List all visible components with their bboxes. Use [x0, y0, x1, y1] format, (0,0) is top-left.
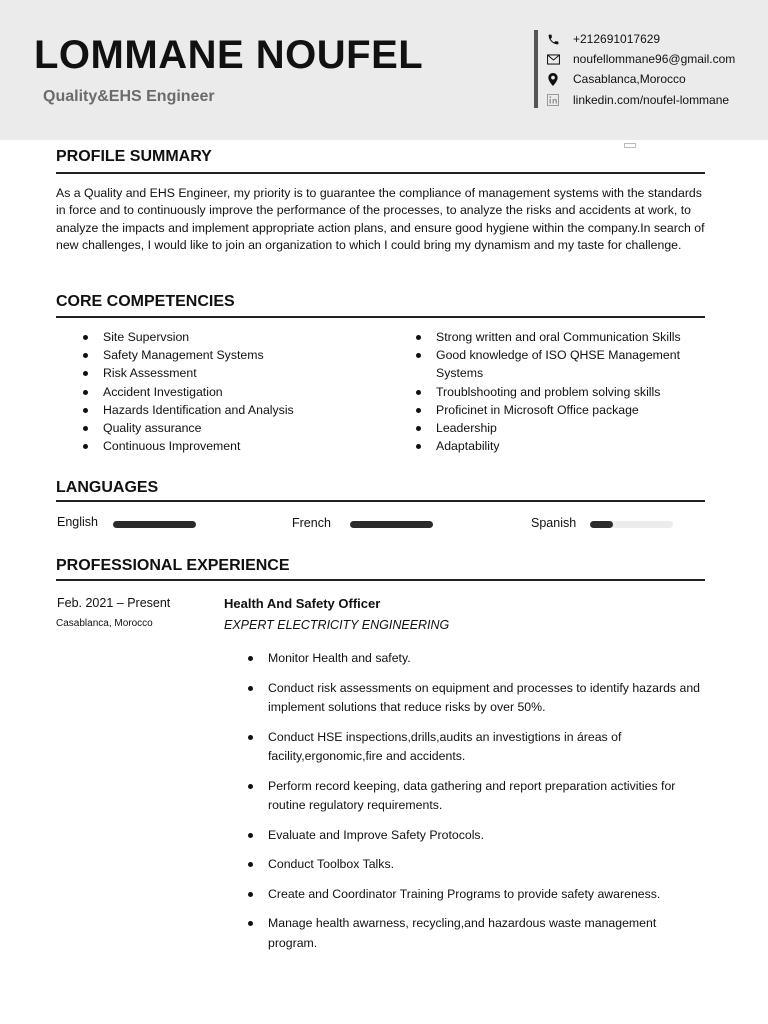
linkedin-text: linkedin.com/noufel-lommane [573, 93, 730, 107]
core-competencies-rule [56, 316, 705, 318]
location-text: Casablanca,Morocco [573, 72, 686, 86]
list-item: Perform record keeping, data gathering and report preparation activities for routine regulatory requirements. [246, 777, 706, 816]
phone-icon [545, 32, 561, 46]
list-item: Troublshooting and problem solving skills [414, 383, 706, 401]
list-item: Conduct risk assessments on equipment and processes to identify hazards and implement solutions that reduce risks by over 50%. [246, 679, 706, 718]
language-english-label: English [57, 515, 98, 529]
language-english-bar [113, 521, 196, 528]
language-french-bar [350, 521, 433, 528]
language-spanish-label: Spanish [531, 516, 577, 530]
list-item: Leadership [414, 419, 706, 437]
experience-company: EXPERT ELECTRICITY ENGINEERING [224, 618, 450, 632]
language-spanish-fill [590, 521, 613, 528]
language-spanish-bar [590, 521, 673, 528]
list-item: Hazards Identification and Analysis [81, 401, 391, 419]
list-item: Risk Assessment [81, 364, 391, 382]
profile-summary-text: As a Quality and EHS Engineer, my priority is to guarantee the compliance of management systems with the standards in force and to continuously improve the performance of the processes, to analyze the risks and accidents at work, to analyze the impacts and implement appropriate action plans, and ensure good hygiene within the company.In search of new challenges, I would like to join an organization to which I could bring my dynamism and my taste for challenge. [56, 186, 705, 253]
list-item: Good knowledge of ISO QHSE Management Systems [414, 346, 706, 382]
list-item: Manage health awarness, recycling,and hazardous waste management program. [246, 914, 706, 953]
contact-location [545, 72, 686, 86]
decorative-mark [624, 143, 636, 148]
list-item: Conduct Toolbox Talks. [246, 855, 706, 875]
language-french-fill [350, 521, 433, 528]
list-item: Adaptability [414, 437, 706, 455]
contact-linkedin[interactable] [545, 93, 729, 107]
candidate-name: LOMMANE NOUFEL [34, 33, 424, 77]
list-item: Monitor Health and safety. [246, 649, 706, 669]
experience-role: Health And Safety Officer [224, 596, 381, 611]
list-item: Accident Investigation [81, 383, 391, 401]
experience-date: Feb. 2021 – Present [57, 596, 171, 610]
list-item: Quality assurance [81, 419, 391, 437]
email-text: noufellommane96@gmail.com [573, 52, 736, 66]
languages-heading: LANGUAGES [56, 479, 159, 496]
list-item: Conduct HSE inspections,drills,audits an investigtions in áreas of facility,ergonomic,fire and accidents. [246, 728, 706, 767]
job-title: Quality&EHS Engineer [43, 88, 215, 105]
experience-heading: PROFESSIONAL EXPERIENCE [56, 557, 290, 574]
profile-summary-rule [56, 172, 705, 174]
list-item: Evaluate and Improve Safety Protocols. [246, 826, 706, 846]
experience-bullets [246, 649, 706, 963]
language-french-label: French [292, 516, 331, 530]
contact-phone [545, 32, 660, 46]
list-item: Site Supervsion [81, 328, 391, 346]
list-item: Continuous Improvement [81, 437, 391, 455]
header-banner [0, 0, 768, 140]
core-competencies-heading: CORE COMPETENCIES [56, 293, 235, 310]
experience-location: Casablanca, Morocco [56, 618, 153, 629]
languages-rule [56, 500, 705, 502]
list-item: Safety Management Systems [81, 346, 391, 364]
list-item: Proficinet in Microsoft Office package [414, 401, 706, 419]
language-english-fill [113, 521, 196, 528]
competencies-right-list [414, 328, 706, 455]
contact-divider [534, 30, 538, 108]
list-item: Create and Coordinator Training Programs to provide safety awareness. [246, 885, 706, 905]
list-item: Strong written and oral Communication Skills [414, 328, 706, 346]
email-icon [545, 52, 561, 66]
location-pin-icon [545, 72, 561, 86]
profile-summary-heading: PROFILE SUMMARY [56, 148, 212, 165]
competencies-left-list [81, 328, 391, 455]
experience-rule [56, 579, 705, 581]
phone-text: +212691017629 [573, 32, 661, 46]
contact-email[interactable] [545, 52, 735, 66]
linkedin-icon [545, 93, 561, 107]
